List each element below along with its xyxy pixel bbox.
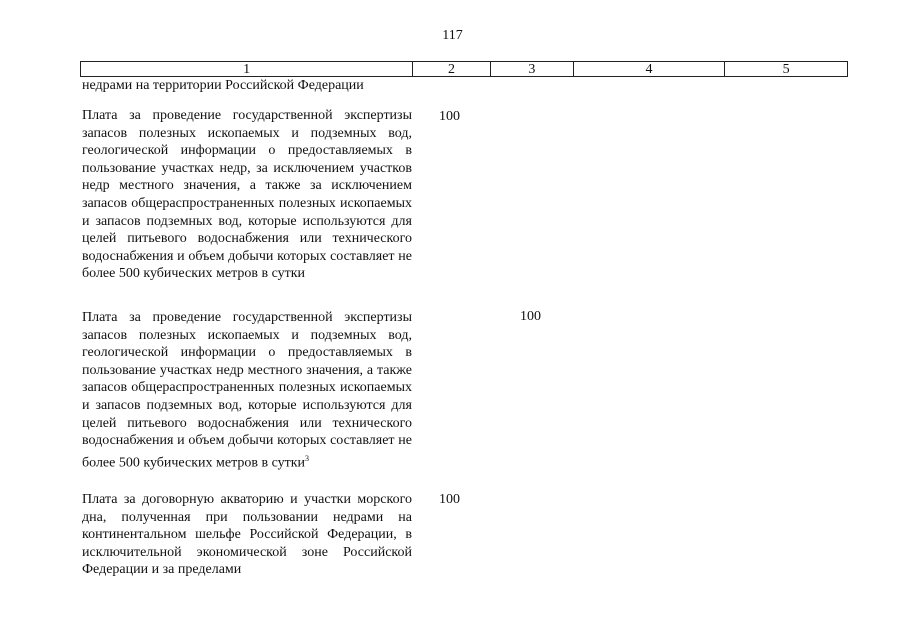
row-description: Плата за договорную акваторию и участки морского дна, полученная при пользовании недрами на континентальном шельфе Российской Федерации, в исключительной экономической зоне Российской Федерации и за пределами [82,492,412,578]
table-row [82,491,412,579]
table-row [82,107,412,283]
header-col-4: 4 [574,62,726,76]
row-description: Плата за проведение государственной экспертизы запасов полезных ископаемых и подземных вод, геологической информации о предоставляемых в пользование участках недр местного значения, а также запасов общераспространенных полезных ископаемых и запасов подземных вод, которые используются для целей питьевого водоснабжения или технического водоснабжения и объем добычи которых составляет не более 500 кубических метров в сутки$^3$ [82,310,412,471]
header-col-1: 1 [81,62,413,76]
continuation-text: недрами на территории Российской Федерации [82,78,364,93]
page-number: 117 [442,28,463,43]
header-col-2: 2 [413,62,491,76]
header-col-3: 3 [491,62,574,76]
row-col2-value: 100 [439,492,460,507]
table-header-row [80,61,848,77]
row-col2-value: 100 [439,109,460,124]
header-col-5: 5 [782,62,790,77]
table-row [82,309,412,472]
row-col3-value: 100 [520,309,541,324]
row-description: Плата за проведение государственной экспертизы запасов полезных ископаемых и подземных вод, геологической информации о предоставляемых в пользование участках недр, за исключением участков недр местного значения, а также за исключением запасов общераспространенных полезных ископаемых и запасов подземных вод, которые используются для целей питьевого водоснабжения или технического водоснабжения и объем добычи которых составляет не более 500 кубических метров в сутки [82,108,412,282]
footnote-marker: 3 [305,453,310,463]
